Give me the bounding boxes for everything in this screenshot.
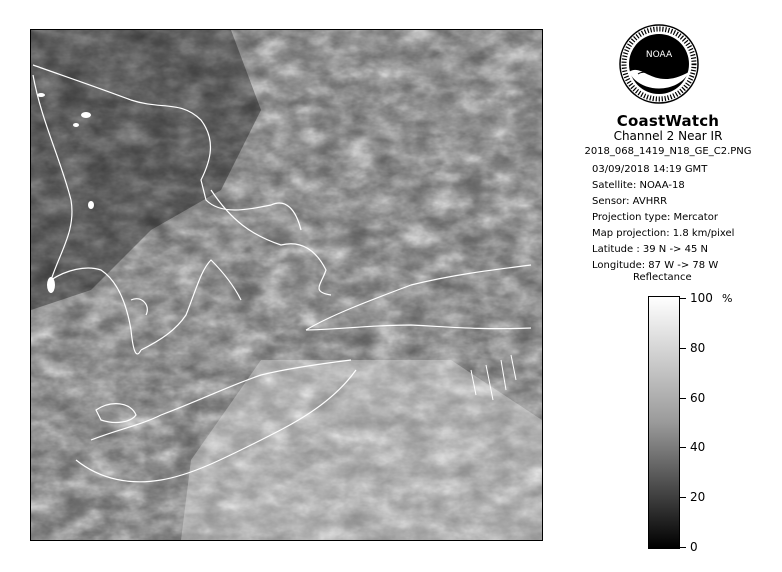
projection-type: Projection type: Mercator: [592, 212, 718, 223]
logo-text: NOAA: [645, 50, 673, 60]
colorbar-tick-label: 80: [690, 340, 706, 355]
colorbar-tick: [680, 497, 686, 498]
noaa-logo: [618, 22, 700, 106]
channel-subtitle: Channel 2 Near IR: [613, 129, 723, 143]
colorbar-tick: [680, 447, 686, 448]
small-lake: [73, 123, 79, 127]
map-projection: Map projection: 1.8 km/pixel: [592, 228, 735, 239]
colorbar-tick-label: 100: [690, 291, 713, 305]
date-time: 03/09/2018 14:19 GMT: [592, 164, 708, 175]
reflectance-colorbar: [648, 296, 680, 549]
small-lake: [37, 93, 45, 97]
page-title: CoastWatch: [616, 112, 720, 130]
file-name: 2018_068_1419_N18_GE_C2.PNG: [584, 146, 752, 157]
longitude-range: Longitude: 87 W -> 78 W: [592, 260, 719, 271]
colorbar-tick-label: 40: [690, 440, 706, 455]
colorbar-tick-label: 20: [690, 490, 706, 505]
colorbar-tick: [680, 298, 686, 299]
small-lake: [47, 277, 55, 293]
sensor-info: Sensor: AVHRR: [592, 196, 668, 207]
colorbar-tick-label: 0: [690, 540, 698, 554]
colorbar-tick: [680, 398, 686, 399]
satellite-info: Satellite: NOAA-18: [592, 180, 685, 191]
colorbar-title: Reflectance: [633, 272, 692, 283]
small-lake: [81, 112, 91, 118]
colorbar-tick: [680, 348, 686, 349]
colorbar-unit: %: [722, 292, 733, 305]
satellite-map: [30, 29, 543, 541]
small-lake: [88, 201, 94, 209]
latitude-range: Latitude : 39 N -> 45 N: [592, 244, 708, 255]
colorbar-tick: [680, 547, 686, 548]
colorbar-tick-label: 60: [690, 390, 706, 405]
